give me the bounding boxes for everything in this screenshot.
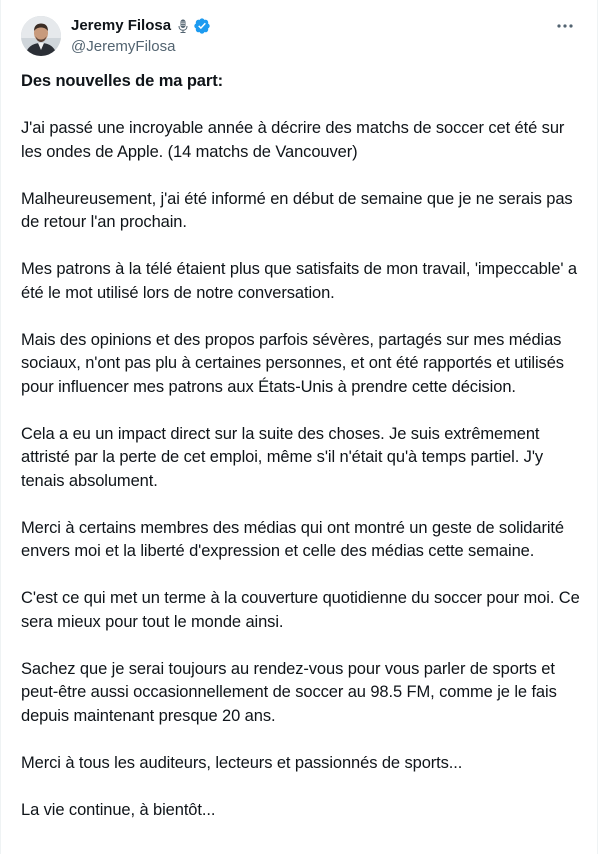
avatar[interactable] (21, 16, 61, 56)
display-name-row (71, 16, 211, 36)
tweet-headline: Des nouvelles de ma part: (21, 72, 223, 90)
author-handle[interactable]: @JeremyFilosa (71, 38, 176, 55)
more-options-button[interactable] (553, 16, 577, 36)
tweet-text (21, 70, 581, 846)
tweet-paragraph: Cela a eu un impact direct sur la suite des choses. Je suis extrêmement attristé par la perte de cet emploi, même s'il n'était qu'à temps partiel. J'y tenais absolument. (21, 424, 544, 490)
tweet-paragraph: La vie continue, à bientôt... (21, 800, 216, 819)
tweet-paragraph: C'est ce qui met un terme à la couverture quotidienne du soccer pour moi. Ce sera mieux pour tout le monde ainsi. (21, 589, 580, 631)
display-name[interactable]: Jeremy Filosa (71, 17, 172, 34)
more-options-icon (555, 16, 575, 36)
tweet-paragraph: Mais des opinions et des propos parfois sévères, partagés sur mes médias sociaux, n'ont pas plu à certaines personnes, et ont été rapportés et utilisés pour influencer mes patrons aux États-Unis à prendre cette décision. (21, 330, 564, 396)
author-names (71, 16, 211, 57)
tweet-paragraph: Mes patrons à la télé étaient plus que satisfaits de mon travail, 'impeccable' a été le mot utilisé lors de notre conversation. (21, 260, 577, 302)
tweet-paragraph: Sachez que je serai toujours au rendez-vous pour vous parler de sports et peut-être aussi occasionnellement de soccer au 98.5 FM, comme je le fais depuis maintenant presque 20 ans. (21, 659, 557, 725)
tweet-paragraph: Malheureusement, j'ai été informé en début de semaine que je ne serais pas de retour l'an prochain. (21, 189, 573, 231)
tweet-header (21, 16, 581, 60)
tweet-paragraph: Merci à tous les auditeurs, lecteurs et passionnés de sports... (21, 753, 463, 772)
avatar-photo (21, 16, 61, 56)
verified-badge-icon[interactable] (193, 17, 211, 35)
tweet-paragraph: J'ai passé une incroyable année à décrire des matchs de soccer cet été sur les ondes de Apple. (14 matchs de Vancouver) (21, 119, 565, 161)
microphone-icon (175, 18, 191, 34)
tweet-paragraph: Merci à certains membres des médias qui ont montré un geste de solidarité envers moi et la liberté d'expression et celle des médias cette semaine. (21, 518, 564, 560)
